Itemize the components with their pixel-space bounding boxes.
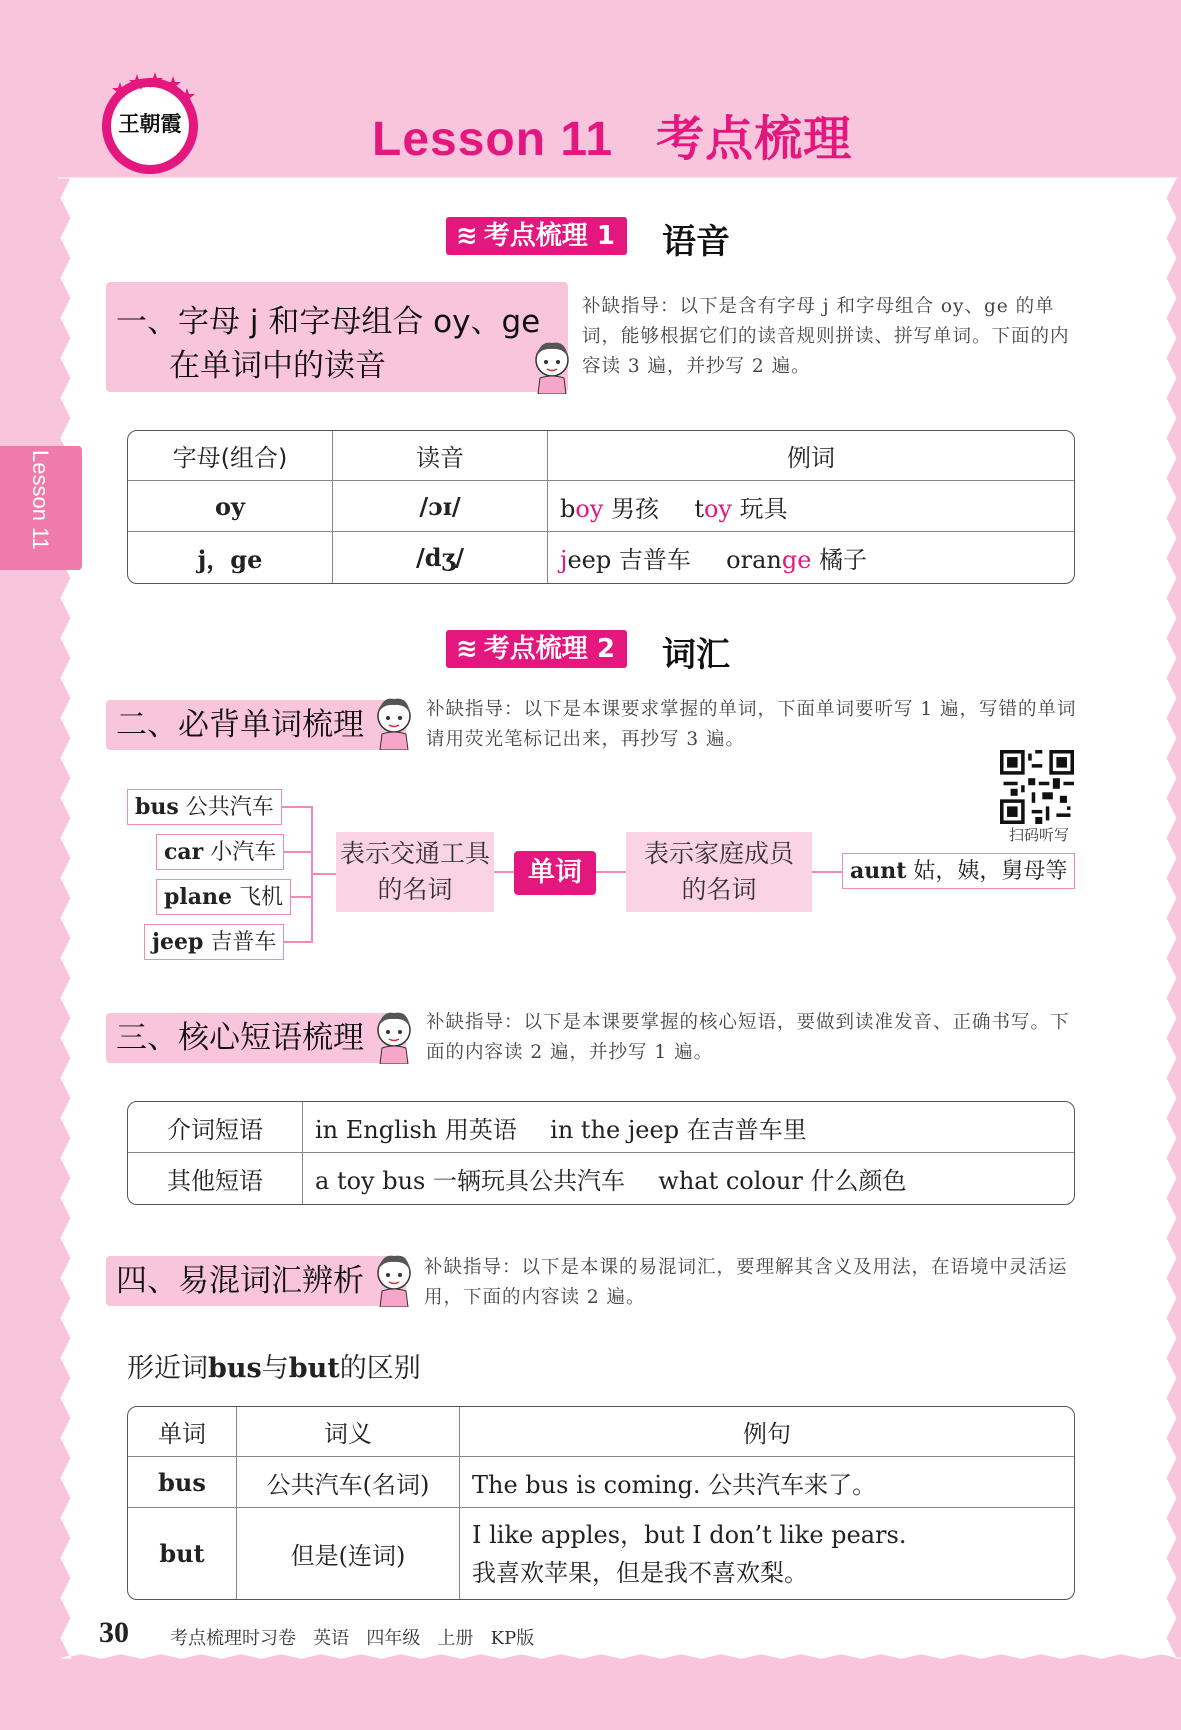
example-en: The bus is coming. — [472, 1470, 701, 1499]
word-box-aunt — [842, 853, 1075, 889]
word-cn: 姑，姨，舅母等 — [913, 859, 1068, 884]
table-header: 词义 — [237, 1407, 460, 1457]
phrase-cn: 什么颜色 — [810, 1167, 907, 1195]
wave-icon: ≋ — [456, 634, 478, 664]
word-box-bus — [127, 789, 282, 825]
word-en: car — [164, 839, 204, 865]
wave-icon: ≋ — [456, 221, 478, 251]
highlight-letters: oy — [703, 494, 732, 523]
table-row — [128, 1508, 1074, 1599]
example-meaning: 吉普车 — [618, 546, 691, 574]
section3-tip: 补缺指导：以下是本课要掌握的核心短语，要做到读准发音、正确书写。下面的内容读 2 遍，并抄写 1 遍。 — [426, 1012, 1070, 1063]
page-title: Lesson 11 考点梳理 — [372, 113, 853, 166]
word-cn: 公共汽车 — [185, 795, 274, 820]
word-en: aunt — [850, 858, 907, 884]
meaning-cell: 但是(连词) — [237, 1508, 460, 1599]
table-header: 读音 — [333, 431, 548, 481]
highlight-letters: ge — [781, 546, 812, 574]
subtitle-word: bus — [208, 1353, 262, 1384]
section1-heading-line1: 一、字母 j 和字母组合 oy、ge — [116, 304, 541, 340]
category-family: 表示家庭成员的名词 — [626, 832, 812, 912]
word-en: plane — [164, 884, 232, 910]
word-box-plane — [156, 879, 291, 915]
section1-title: 语音 — [662, 222, 730, 262]
girl-mascot-icon — [372, 1251, 416, 1307]
example-cell — [460, 1508, 1074, 1599]
section2-heading: 二、必背单词梳理 — [106, 700, 406, 750]
subtitle-word: but — [288, 1353, 340, 1384]
word-cn: 小汽车 — [210, 840, 277, 865]
example-word-part: b — [560, 494, 576, 523]
table-row — [128, 1457, 1074, 1508]
section4-heading: 四、易混词汇辨析 — [106, 1256, 406, 1306]
word-cn: 飞机 — [239, 885, 284, 910]
phrase-cell — [303, 1102, 1074, 1153]
phrase-en: what colour — [658, 1167, 803, 1195]
example-word-part: t — [694, 494, 704, 523]
example-cell — [460, 1457, 1074, 1508]
word-box-jeep — [144, 924, 284, 960]
example-meaning: 橘子 — [819, 546, 868, 574]
section2-title: 词汇 — [662, 635, 730, 675]
footer-text: 考点梳理时习卷 英语 四年级 上册 KP版 — [170, 1628, 535, 1649]
word-cn: 吉普车 — [210, 930, 277, 955]
phrase-cn: 在吉普车里 — [686, 1115, 807, 1144]
section2-tip: 补缺指导：以下是本课要求掌握的单词，下面单词要听写 1 遍，写错的单词请用荧光笔标记出来，再抄写 3 遍。 — [426, 699, 1077, 750]
phrase-en: a toy bus — [315, 1167, 426, 1195]
example-en: I like apples，but I don’t like pears. — [472, 1520, 907, 1549]
example-meaning: 玩具 — [739, 494, 788, 523]
table-header: 例句 — [460, 1407, 1074, 1457]
qr-label: 扫码听写 — [1008, 826, 1069, 844]
table-header: 单词 — [128, 1407, 237, 1457]
center-node: 单词 — [514, 851, 596, 895]
sound-cell: /ɔɪ/ — [333, 481, 548, 532]
letters-cell: oy — [128, 481, 333, 532]
section3-heading: 三、核心短语梳理 — [106, 1013, 406, 1063]
section1-tip: 补缺指导：以下是含有字母 j 和字母组合 oy、ge 的单词，能够根据它们的读音规则拼读、拼写单词。下面的内容读 3 遍，并抄写 2 遍。 — [582, 296, 1070, 377]
subtitle-part: 与 — [261, 1353, 289, 1384]
table-header: 例词 — [548, 431, 1074, 481]
word-en: jeep — [152, 929, 204, 955]
word-box-car — [156, 834, 284, 870]
phrase-category: 其他短语 — [128, 1153, 303, 1204]
table-row — [128, 1153, 1074, 1204]
word-en: bus — [135, 794, 179, 820]
table-header: 字母(组合) — [128, 431, 333, 481]
subtitle-part: 的区别 — [339, 1353, 421, 1384]
section1-badge-label: 考点梳理 1 — [483, 221, 615, 251]
meaning-cell: 公共汽车(名词) — [237, 1457, 460, 1508]
letters-cell: j，ge — [128, 532, 333, 583]
example-word-part: eep — [567, 546, 612, 574]
confusable-words-table — [127, 1406, 1075, 1600]
section4-tip: 补缺指导：以下是本课的易混词汇，要理解其含义及用法，在语境中灵活运用，下面的内容读 2 遍。 — [424, 1257, 1068, 1308]
section2-badge-label: 考点梳理 2 — [483, 634, 615, 664]
phrase-cn: 一辆玩具公共汽车 — [433, 1167, 625, 1195]
phrase-en: in the jeep — [550, 1115, 680, 1144]
example-word-part: oran — [726, 546, 782, 574]
subtitle-part: 形近词 — [127, 1353, 208, 1384]
category-transport: 表示交通工具的名词 — [336, 832, 494, 912]
highlight-letters: j — [560, 546, 568, 574]
word-cell: bus — [128, 1457, 237, 1508]
example-cn: 我喜欢苹果，但是我不喜欢梨。 — [472, 1558, 808, 1587]
phrase-cn: 用英语 — [444, 1115, 517, 1144]
word-cell: but — [128, 1508, 237, 1599]
phrase-category: 介词短语 — [128, 1102, 303, 1153]
table-row — [128, 1102, 1074, 1153]
example-meaning: 男孩 — [611, 494, 660, 523]
logo-text: 王朝霞 — [118, 111, 182, 136]
example-cn: 公共汽车来了。 — [708, 1470, 877, 1499]
highlight-letters: oy — [575, 494, 604, 523]
section1-heading-line2: 在单词中的读音 — [169, 348, 386, 384]
page-number: 30 — [99, 1616, 129, 1649]
side-tab-label: Lesson 11 — [28, 450, 53, 550]
phrase-en: in English — [315, 1115, 438, 1144]
girl-mascot-icon — [372, 1008, 416, 1064]
section4-subtitle — [127, 1346, 421, 1385]
phrase-cell — [303, 1153, 1074, 1204]
sound-cell: /dʒ/ — [333, 532, 548, 583]
phrase-table — [127, 1101, 1075, 1205]
